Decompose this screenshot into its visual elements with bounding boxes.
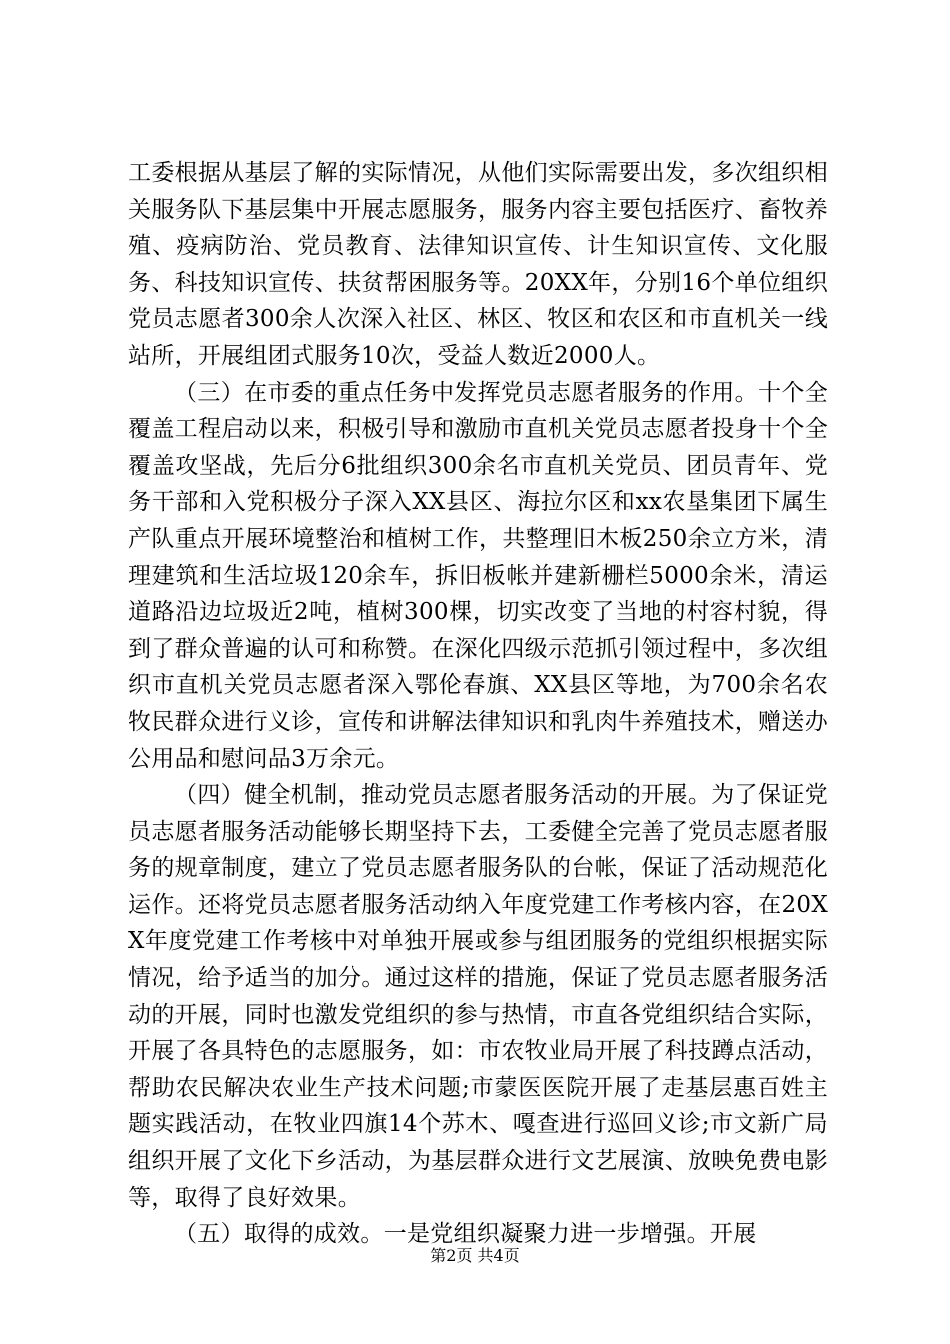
paragraph-section-5: （五）取得的成效。一是党组织凝聚力进一步增强。开展	[174, 1221, 757, 1248]
paragraph-section-4: （四）健全机制，推动党员志愿者服务活动的开展。为了保证党员志愿者服务活动能够长期坚持下去，工委健全完善了党员志愿者服务的规章制度，建立了党员志愿者服务队的台帐，保证了活动规范化运作。还将党员志愿者服务活动纳入年度党建工作考核内容，在20XX年度党建工作考核中对单独开展或参与组团服务的党组织根据实际情况，给予适当的加分。通过这样的措施，保证了党员志愿者服务活动的开展，同时也激发党组织的参与热情，市直各党组织结合实际，开展了各具特色的志愿服务，如：市农牧业局开展了科技蹲点活动，帮助农民解决农业生产技术问题;市蒙医医院开展了走基层惠百姓主题实践活动，在牧业四旗14个苏木、嘎查进行巡回义诊;市文新广局组织开展了文化下乡活动，为基层群众进行文艺展演、放映免费电影等，取得了良好效果。	[128, 782, 828, 1211]
paragraph-continuation: 工委根据从基层了解的实际情况，从他们实际需要出发，多次组织相关服务队下基层集中开展志愿服务，服务内容主要包括医疗、畜牧养殖、疫病防治、党员教育、法律知识宣传、计生知识宣传、文化服务、科技知识宣传、扶贫帮困服务等。20XX年，分别16个单位组织党员志愿者300余人次深入社区、林区、牧区和农区和市直机关一线站所，开展组团式服务10次，受益人数近2000人。	[128, 160, 828, 369]
document-body	[128, 155, 828, 1253]
page-number-footer: 第2页 共4页	[430, 1246, 520, 1265]
paragraph-section-3: （三）在市委的重点任务中发挥党员志愿者服务的作用。十个全覆盖工程启动以来，积极引导和激励市直机关党员志愿者投身十个全覆盖攻坚战，先后分6批组织300余名市直机关党员、团员青年、党务干部和入党积极分子深入XX县区、海拉尔区和xx农垦集团下属生产队重点开展环境整治和植树工作，共整理旧木板250余立方米，清理建筑和生活垃圾120余车，拆旧板帐并建新栅栏5000余米，清运道路沿边垃圾近2吨，植树300棵，切实改变了当地的村容村貌，得到了群众普遍的认可和称赞。在深化四级示范抓引领过程中，多次组织市直机关党员志愿者深入鄂伦春旗、XX县区等地，为700余名农牧民群众进行义诊，宣传和讲解法律知识和乳肉牛养殖技术，赠送办公用品和慰问品3万余元。	[128, 379, 828, 772]
